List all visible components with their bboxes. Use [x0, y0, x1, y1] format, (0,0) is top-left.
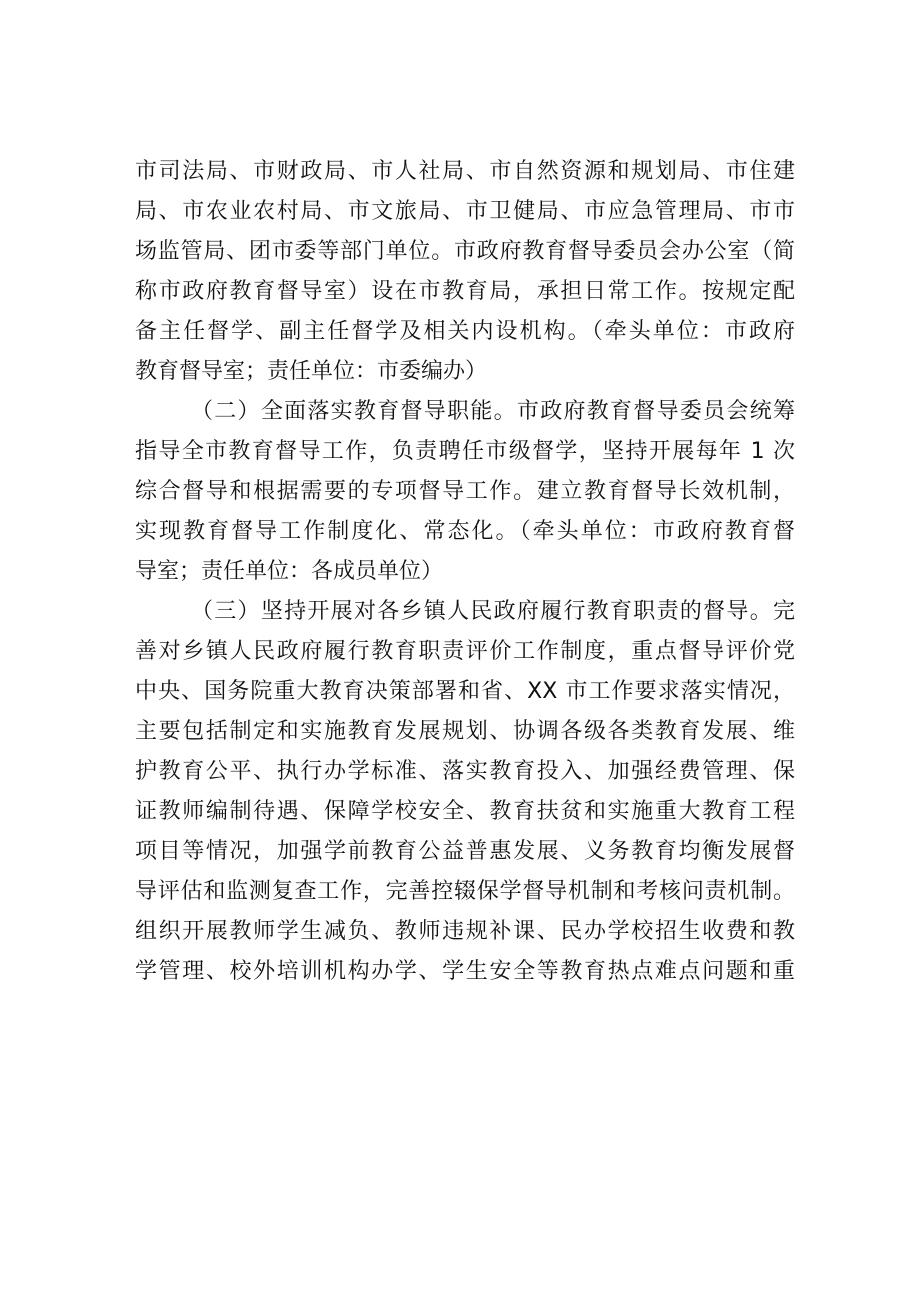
text-line: 项目等情况，加强学前教育公益普惠发展、义务教育均衡发展督 — [135, 839, 795, 864]
text-line: 称市政府教育督导室）设在市教育局，承担日常工作。按规定配 — [135, 279, 795, 304]
text-line: 局、市农业农村局、市文旅局、市卫健局、市应急管理局、市市 — [135, 199, 795, 224]
text-line: 教育督导室；责任单位：市委编办） — [135, 359, 488, 384]
text-line: （二）全面落实教育督导职能。市政府教育督导委员会统筹 — [191, 399, 795, 424]
text-line: 指导全市教育督导工作，负责聘任市级督学，坚持开展每年 1 次 — [135, 439, 795, 464]
paragraph-2 — [135, 392, 795, 592]
text-line: 市司法局、市财政局、市人社局、市自然资源和规划局、市住建 — [135, 159, 795, 184]
text-line: 组织开展教师学生减负、教师违规补课、民办学校招生收费和教 — [135, 919, 795, 944]
text-line: 综合督导和根据需要的专项督导工作。建立教育督导长效机制， — [135, 479, 795, 504]
text-line: 护教育公平、执行办学标准、落实教育投入、加强经费管理、保 — [135, 759, 795, 784]
text-line: 实现教育督导工作制度化、常态化。（牵头单位：市政府教育督 — [135, 519, 795, 544]
text-line: 场监管局、团市委等部门单位。市政府教育督导委员会办公室（简 — [135, 239, 795, 264]
document-body — [135, 152, 795, 992]
text-line: 学管理、校外培训机构办学、学生安全等教育热点难点问题和重 — [135, 959, 795, 984]
text-line: 善对乡镇人民政府履行教育职责评价工作制度，重点督导评价党 — [135, 639, 795, 664]
text-line: 主要包括制定和实施教育发展规划、协调各级各类教育发展、维 — [135, 719, 795, 744]
paragraph-1 — [135, 152, 795, 392]
text-line: 导室；责任单位：各成员单位） — [135, 559, 444, 584]
paragraph-3 — [135, 592, 795, 992]
text-line: 证教师编制待遇、保障学校安全、教育扶贫和实施重大教育工程 — [135, 799, 795, 824]
text-line: 中央、国务院重大教育决策部署和省、XX 市工作要求落实情况， — [135, 679, 795, 704]
text-line: 备主任督学、副主任督学及相关内设机构。（牵头单位：市政府 — [135, 319, 795, 344]
text-line: 导评估和监测复查工作，完善控辍保学督导机制和考核问责机制。 — [135, 879, 795, 904]
text-line: （三）坚持开展对各乡镇人民政府履行教育职责的督导。完 — [191, 599, 795, 624]
